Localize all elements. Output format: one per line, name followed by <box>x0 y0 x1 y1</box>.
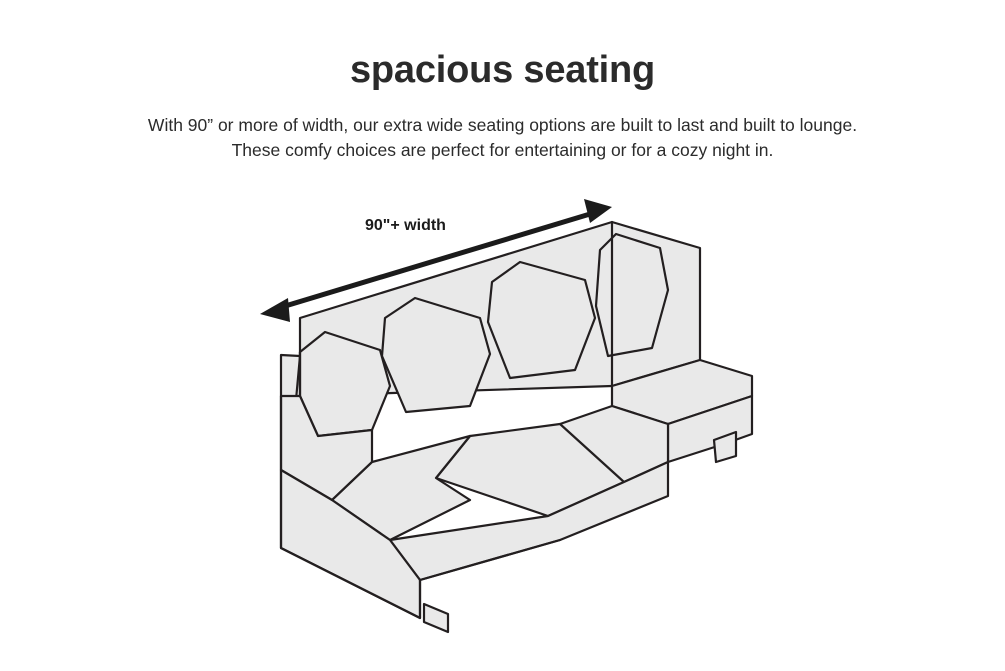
subtitle-line-1: With 90” or more of width, our extra wide seating options are built to last and built to lounge. <box>147 115 858 135</box>
page-title: spacious seating <box>349 49 656 91</box>
subtitle-line-2: These comfy choices are perfect for entertaining or for a cozy night in. <box>231 140 774 161</box>
dimension-label: 90"+ width <box>365 217 446 234</box>
